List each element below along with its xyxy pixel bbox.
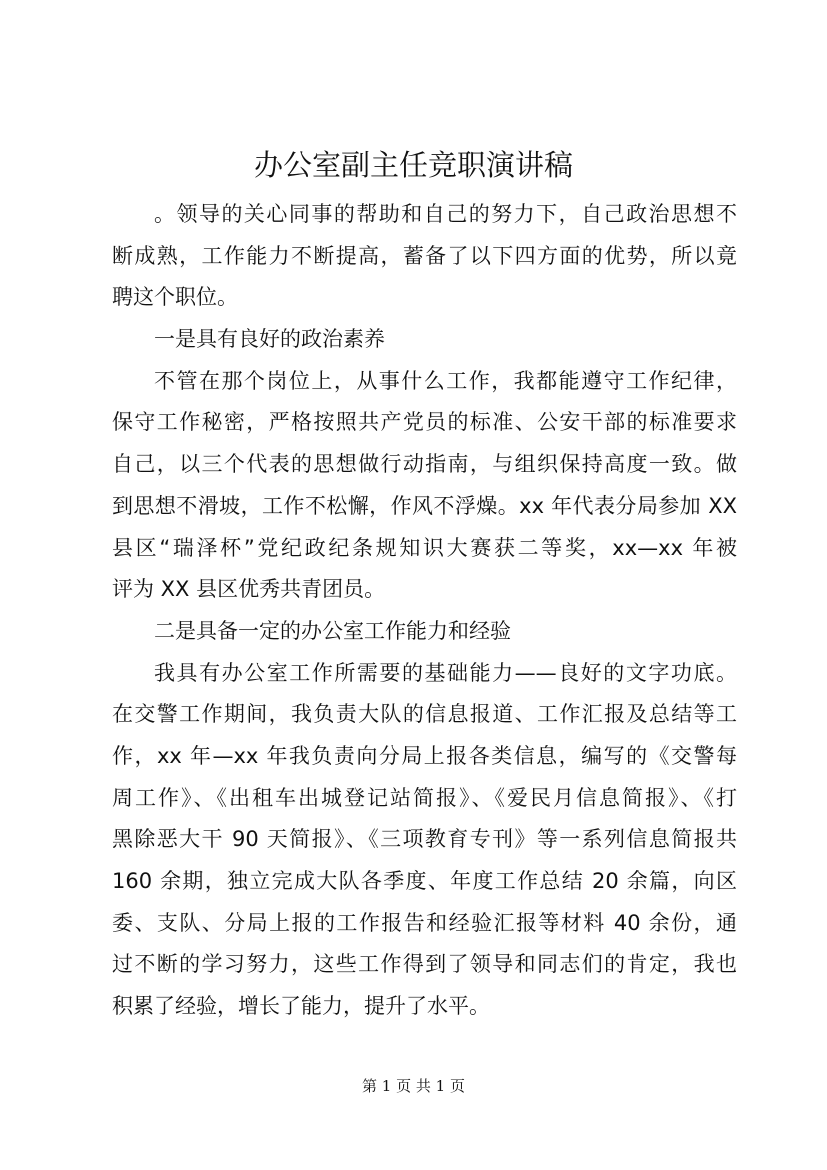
text-line: 委、支队、分局上报的工作报告和经验汇报等材料 40 余份，通 [112,910,737,935]
document-body [112,194,737,1028]
text-line: 在交警工作期间，我负责大队的信息报道、工作汇报及总结等工 [112,702,737,727]
text-line: 聘这个职位。 [112,285,238,310]
text-line: 。领导的关心同事的帮助和自己的努力下，自己政治思想不 [154,202,737,226]
text-line: 周工作》、《出租车出城登记站简报》、《爱民月信息简报》、《打 [112,785,737,810]
text-line: 作，xx 年—xx 年我负责向分局上报各类信息，编写的《交警每 [112,743,737,768]
text-line: 评为 XX 县区优秀共青团员。 [112,577,386,602]
text-line: 自己，以三个代表的思想做行动指南，与组织保持高度一致。做 [112,452,737,477]
text-line: 断成熟，工作能力不断提高，蓄备了以下四方面的优势，所以竟 [112,243,737,268]
text-line: 到思想不滑坡，工作不松懈，作风不浮燥。xx 年代表分局参加 XX [112,493,737,518]
text-line: 我具有办公室工作所需要的基础能力——良好的文字功底。 [154,660,737,685]
text-line: 160 余期，独立完成大队各季度、年度工作总结 20 余篇，向区 [112,869,737,893]
text-line: 不管在那个岗位上，从事什么工作，我都能遵守工作纪律， [154,368,737,393]
document-title: 办公室副主任竞职演讲稿 [253,148,573,182]
text-line: 二是具备一定的办公室工作能力和经验 [154,618,511,643]
text-line: 保守工作秘密，严格按照共产党员的标准、公安干部的标准要求 [112,410,737,435]
text-line: 县区“瑞泽杯”党纪政纪条规知识大赛获二等奖，xx—xx 年被 [112,535,737,560]
text-line: 一是具有良好的政治素养 [154,327,385,352]
text-line: 过不断的学习努力，这些工作得到了领导和同志们的肯定，我也 [112,952,737,977]
page-footer: 第 1 页 共 1 页 [362,1077,465,1095]
text-line: 黑除恶大干 90 天简报》、《三项教育专刊》等一系列信息简报共 [112,827,737,852]
text-line: 积累了经验，增长了能力，提升了水平。 [112,994,490,1019]
